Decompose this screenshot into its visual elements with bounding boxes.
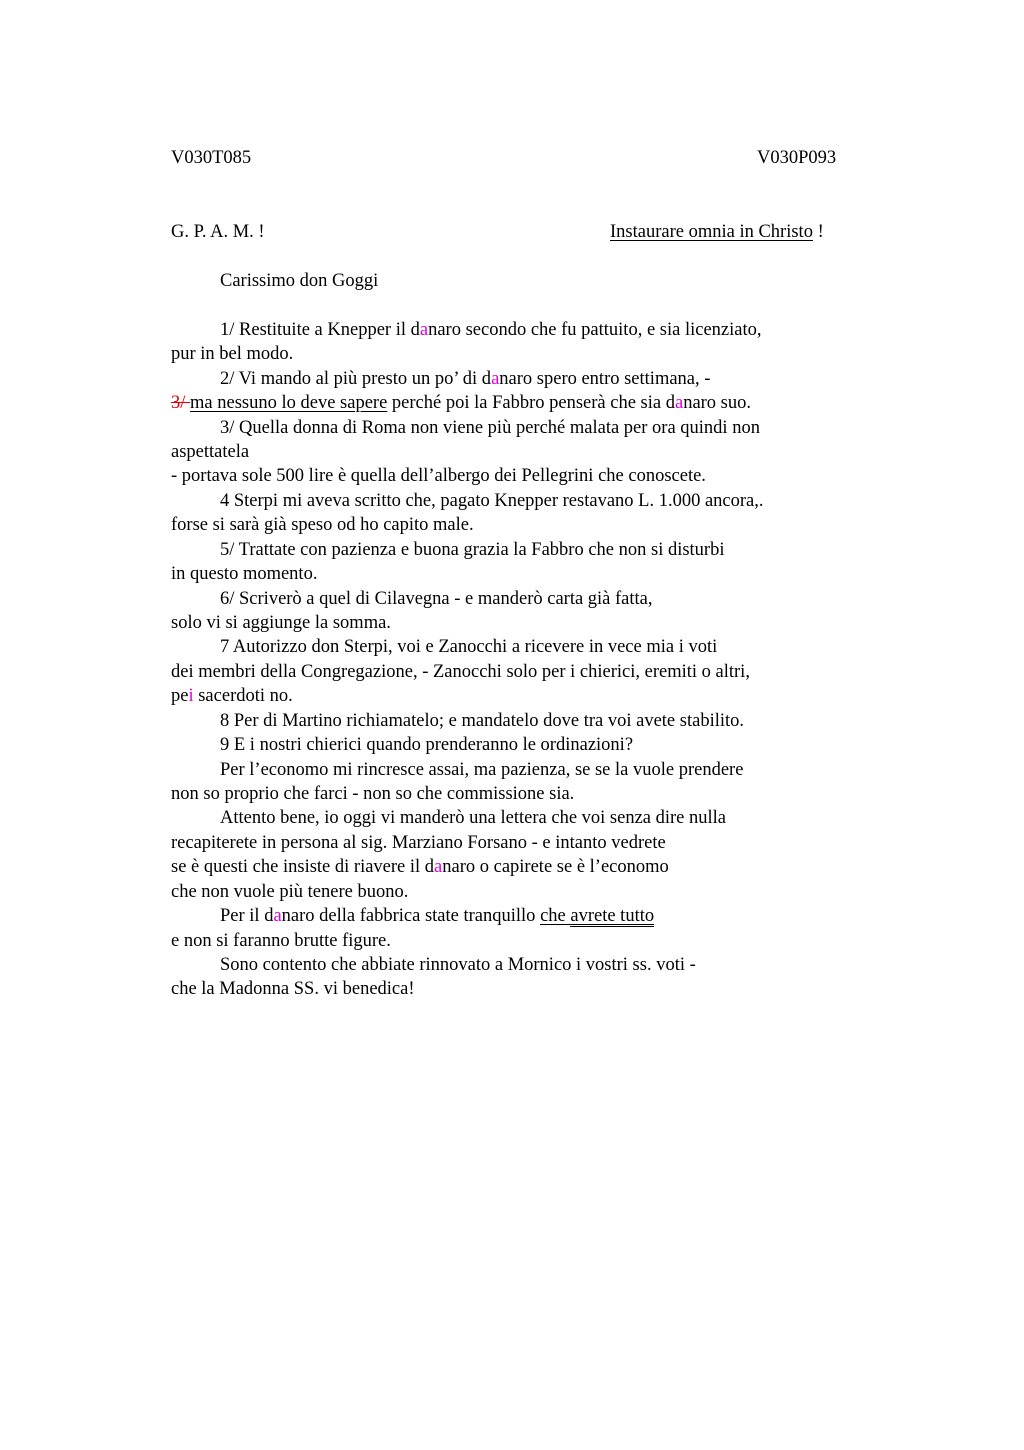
underlined-text: ma nessuno lo deve sapere xyxy=(190,393,388,413)
underlined-text: che xyxy=(540,906,571,926)
text-line: dei membri della Congregazione, - Zanocchi solo per i chierici, eremiti o altri, xyxy=(171,662,750,682)
text-line: che non vuole più tenere buono. xyxy=(171,882,409,902)
text-line: 3/ ma nessuno lo deve sapere perché poi la Fabbro penserà che sia danaro suo. xyxy=(171,393,752,413)
text-line: Attento bene, io oggi vi manderò una lettera che voi senza dire nulla xyxy=(220,808,727,828)
motto-right-suffix: ! xyxy=(812,222,824,242)
document-code-right: V030P093 xyxy=(757,148,837,168)
text-line: forse si sarà già speso od ho capito male. xyxy=(171,515,474,535)
struck-text: 3/ xyxy=(171,393,191,413)
text-line: 8 Per di Martino richiamatelo; e mandatelo dove tra voi avete stabilito. xyxy=(220,711,745,731)
text-line: Sono contento che abbiate rinnovato a Mornico i vostri ss. voti - xyxy=(220,955,696,975)
text-line: pei sacerdoti no. xyxy=(171,686,293,706)
motto-right xyxy=(610,220,824,244)
text-line: in questo momento. xyxy=(171,564,318,584)
text-line: che la Madonna SS. vi benedica! xyxy=(171,979,415,999)
text-line: non so proprio che farci - non so che commissione sia. xyxy=(171,784,575,804)
text-line: 5/ Trattate con pazienza e buona grazia la Fabbro che non si disturbi xyxy=(220,540,725,560)
text-line: Per il danaro della fabbrica state tranquillo che avrete tutto xyxy=(220,906,655,926)
text-line: e non si faranno brutte figure. xyxy=(171,931,391,951)
text-line: 9 E i nostri chierici quando prenderanno le ordinazioni? xyxy=(220,735,634,755)
double-underlined-text: avrete tutto xyxy=(570,906,655,926)
motto-right-underlined: Instaurare omnia in Christo xyxy=(610,222,813,242)
text-line: solo vi si aggiunge la somma. xyxy=(171,613,391,633)
text-line: Per l’economo mi rincresce assai, ma pazienza, se se la vuole prendere xyxy=(220,760,744,780)
text-line: 7 Autorizzo don Sterpi, voi e Zanocchi a ricevere in vece mia i voti xyxy=(220,637,718,657)
document-code-left: V030T085 xyxy=(171,148,252,168)
text-line: 1/ Restituite a Knepper il danaro secondo che fu pattuito, e sia licenziato, xyxy=(220,320,762,340)
text-line: 2/ Vi mando al più presto un po’ di danaro spero entro settimana, - xyxy=(220,369,711,389)
text-line: aspettatela xyxy=(171,442,250,462)
text-line: 4 Sterpi mi aveva scritto che, pagato Knepper restavano L. 1.000 ancora,. xyxy=(220,491,764,511)
text-line: recapiterete in persona al sig. Marziano Forsano - e intanto vedrete xyxy=(171,833,666,853)
text-line: 3/ Quella donna di Roma non viene più perché malata per ora quindi non xyxy=(220,418,760,438)
text-line: se è questi che insiste di riavere il danaro o capirete se è l’economo xyxy=(171,857,669,877)
text-line: - portava sole 500 lire è quella dell’albergo dei Pellegrini che conoscete. xyxy=(171,466,706,486)
text-line: pur in bel modo. xyxy=(171,344,294,364)
salutation: Carissimo don Goggi xyxy=(220,271,379,291)
text-line: 6/ Scriverò a quel di Cilavegna - e manderò carta già fatta, xyxy=(220,589,653,609)
motto-left: G. P. A. M. ! xyxy=(171,222,265,242)
